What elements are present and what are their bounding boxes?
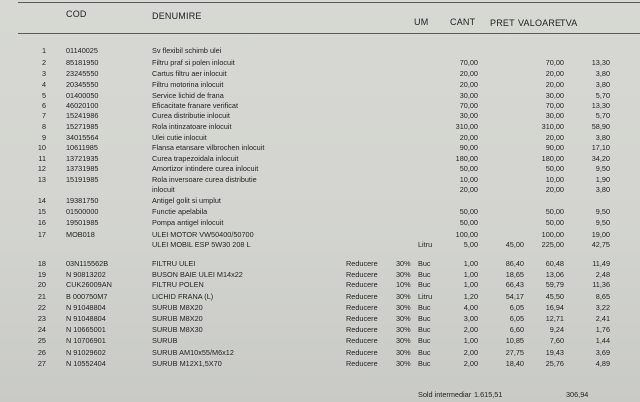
header-bottom-rule <box>18 33 640 34</box>
item-name: SURUB M12X1,5X70 <box>152 359 222 368</box>
row-number: 3 <box>41 69 46 78</box>
row-number: 17 <box>37 230 46 239</box>
header-cod: COD <box>66 9 87 19</box>
discount-percent: 30% <box>396 348 411 357</box>
line-value: 20,00 <box>545 185 564 194</box>
line-vat: 58,90 <box>591 122 610 131</box>
line-value: 59,79 <box>545 280 564 289</box>
quantity: 10,00 <box>459 175 478 184</box>
item-code: 15191985 <box>66 175 99 184</box>
row-number: 1 <box>41 46 46 55</box>
line-vat: 17,10 <box>591 143 610 152</box>
table-row <box>0 101 640 111</box>
row-number: 11 <box>38 154 46 163</box>
table-row <box>0 154 640 164</box>
line-vat: 42,75 <box>591 240 610 249</box>
row-number: 5 <box>41 91 46 100</box>
table-row <box>0 359 640 369</box>
line-value: 25,76 <box>545 359 564 368</box>
row-number: 19 <box>37 270 46 279</box>
item-code: 34015564 <box>66 133 99 142</box>
quantity: 1,00 <box>463 280 478 289</box>
subtotal-label: Sold intermediar <box>418 390 472 399</box>
table-row <box>0 325 640 335</box>
line-value: 50,00 <box>545 164 564 173</box>
item-code: N 10706901 <box>66 336 106 345</box>
item-name: Eficacitate franare verificat <box>152 101 238 110</box>
row-number: 14 <box>37 196 46 205</box>
table-row <box>0 303 640 313</box>
line-value: 20,00 <box>545 133 564 142</box>
line-vat: 5,70 <box>595 91 610 100</box>
item-code: 20345550 <box>66 80 99 89</box>
table-row <box>0 348 640 358</box>
line-vat: 34,20 <box>591 154 610 163</box>
row-number: 6 <box>41 101 46 110</box>
line-value: 20,00 <box>545 80 564 89</box>
header-top-rule <box>18 2 640 3</box>
line-value: 45,50 <box>545 292 564 301</box>
unit: Litru <box>418 240 433 249</box>
unit-price: 27,75 <box>505 348 524 357</box>
row-number: 23 <box>37 314 46 323</box>
line-value: 12,71 <box>545 314 564 323</box>
discount-percent: 30% <box>396 336 411 345</box>
row-number: 2 <box>41 58 46 67</box>
item-code: 15271985 <box>66 122 99 131</box>
table-row <box>0 175 640 185</box>
discount-percent: 30% <box>396 325 411 334</box>
unit: Buc <box>418 259 431 268</box>
quantity: 100,00 <box>455 230 478 239</box>
line-vat: 9,50 <box>595 207 610 216</box>
discount-percent: 30% <box>396 270 411 279</box>
unit-price: 86,40 <box>505 259 524 268</box>
unit-price: 6,05 <box>509 314 524 323</box>
item-name: Flansa etansare vilbrochen inlocuit <box>152 143 265 152</box>
unit: Litru <box>418 292 433 301</box>
row-number: 20 <box>37 280 46 289</box>
quantity: 90,00 <box>459 143 478 152</box>
discount-label: Reducere <box>346 292 378 301</box>
line-vat: 4,89 <box>595 359 610 368</box>
item-code: N 91048804 <box>66 314 106 323</box>
discount-percent: 30% <box>396 292 411 301</box>
quantity: 4,00 <box>463 303 478 312</box>
header-tva: TVA <box>560 18 578 28</box>
item-name: SURUB AM10x55/M6x12 <box>152 348 234 357</box>
line-vat: 19,00 <box>591 230 610 239</box>
table-row <box>0 143 640 153</box>
table-row <box>0 196 640 206</box>
header-cant: CANT <box>450 17 476 27</box>
unit-price: 18,65 <box>505 270 524 279</box>
discount-label: Reducere <box>346 314 378 323</box>
item-name: Functie apelabila <box>152 207 208 216</box>
item-name: Ulei cutie inlocuit <box>152 133 207 142</box>
line-vat: 3,69 <box>595 348 610 357</box>
row-number: 22 <box>37 303 46 312</box>
table-row <box>0 185 640 195</box>
line-vat: 13,30 <box>591 58 610 67</box>
table-row <box>0 122 640 132</box>
table-row <box>0 80 640 90</box>
unit: Buc <box>418 325 431 334</box>
line-value: 20,00 <box>545 69 564 78</box>
line-vat: 1,90 <box>595 175 610 184</box>
line-value: 19,43 <box>545 348 564 357</box>
item-name: FILTRU POLEN <box>152 280 204 289</box>
quantity: 1,00 <box>463 259 478 268</box>
item-code: 01400050 <box>66 91 99 100</box>
item-name: Curea trapezoidala inlocuit <box>152 154 239 163</box>
quantity: 50,00 <box>459 164 478 173</box>
line-vat: 13,30 <box>591 101 610 110</box>
quantity: 20,00 <box>459 133 478 142</box>
item-name: Rola intinzatoare inlocuit <box>152 122 232 131</box>
unit-price: 54,17 <box>505 292 524 301</box>
table-row <box>0 46 640 56</box>
unit: Buc <box>418 359 431 368</box>
quantity: 50,00 <box>459 207 478 216</box>
item-name: SURUB M8X20 <box>152 303 203 312</box>
subtotal-tva: 306,94 <box>566 390 589 399</box>
unit-price: 66,43 <box>505 280 524 289</box>
line-value: 50,00 <box>545 218 564 227</box>
item-name: Rola inversoare curea distributie <box>152 175 257 184</box>
quantity: 5,00 <box>463 240 478 249</box>
unit-price: 18,40 <box>505 359 524 368</box>
item-name: ULEI MOBIL ESP 5W30 208 L <box>152 240 251 249</box>
discount-label: Reducere <box>346 270 378 279</box>
subtotal-valoare: 1.615,51 <box>474 390 503 399</box>
unit: Buc <box>418 303 431 312</box>
unit-price: 6,60 <box>509 325 524 334</box>
quantity: 50,00 <box>459 218 478 227</box>
line-value: 225,00 <box>541 240 564 249</box>
header-valoare: VALOARE <box>518 18 562 28</box>
row-number: 26 <box>37 348 46 357</box>
quantity: 1,20 <box>463 292 478 301</box>
line-value: 70,00 <box>545 58 564 67</box>
discount-label: Reducere <box>346 348 378 357</box>
line-vat: 3,80 <box>595 69 610 78</box>
line-vat: 8,65 <box>595 292 610 301</box>
line-value: 90,00 <box>545 143 564 152</box>
table-row <box>0 111 640 121</box>
unit: Buc <box>418 348 431 357</box>
discount-label: Reducere <box>346 280 378 289</box>
item-code: 19381750 <box>66 196 99 205</box>
line-vat: 3,80 <box>595 133 610 142</box>
table-row <box>0 280 640 290</box>
unit: Buc <box>418 314 431 323</box>
table-row <box>0 259 640 269</box>
line-vat: 3,80 <box>595 185 610 194</box>
item-name: SURUB M8X20 <box>152 314 203 323</box>
unit: Buc <box>418 336 431 345</box>
item-code: B 000750M7 <box>66 292 108 301</box>
item-name: SURUB <box>152 336 178 345</box>
item-code: 19501985 <box>66 218 99 227</box>
quantity: 20,00 <box>459 69 478 78</box>
item-code: 10611985 <box>66 143 98 152</box>
item-code: CUK26009AN <box>66 280 112 289</box>
table-row <box>0 270 640 280</box>
header-um: UM <box>414 17 429 27</box>
item-code: 23245550 <box>66 69 99 78</box>
quantity: 70,00 <box>459 101 478 110</box>
quantity: 30,00 <box>459 111 478 120</box>
line-vat: 3,22 <box>595 303 610 312</box>
row-number: 21 <box>37 292 46 301</box>
table-row <box>0 314 640 324</box>
table-row <box>0 240 640 250</box>
item-name: LICHID FRANA (L) <box>152 292 214 301</box>
row-number: 7 <box>41 111 46 120</box>
row-number: 25 <box>37 336 46 345</box>
item-name: ULEI MOTOR VW50400/50700 <box>152 230 254 239</box>
line-vat: 11,49 <box>592 259 610 268</box>
discount-percent: 10% <box>396 280 411 289</box>
item-name: Amortizor intindere curea inlocuit <box>152 164 259 173</box>
item-code: MOB018 <box>66 230 95 239</box>
quantity: 1,00 <box>463 336 478 345</box>
item-name: Antigel golit si umplut <box>152 196 221 205</box>
row-number: 27 <box>37 359 46 368</box>
line-value: 13,06 <box>545 270 564 279</box>
line-vat: 3,80 <box>595 80 610 89</box>
line-vat: 1,76 <box>595 325 610 334</box>
line-value: 16,94 <box>545 303 564 312</box>
row-number: 9 <box>41 133 46 142</box>
line-value: 50,00 <box>545 207 564 216</box>
item-name: Sv flexibil schimb ulei <box>152 46 222 55</box>
quantity: 2,00 <box>463 325 478 334</box>
line-value: 180,00 <box>541 154 564 163</box>
table-row <box>0 133 640 143</box>
line-value: 30,00 <box>545 111 564 120</box>
row-number: 10 <box>37 143 46 152</box>
line-value: 9,24 <box>549 325 564 334</box>
quantity: 30,00 <box>459 91 478 100</box>
unit: Buc <box>418 270 431 279</box>
quantity: 70,00 <box>459 58 478 67</box>
line-vat: 2,41 <box>595 314 610 323</box>
item-name: Curea distributie inlocuit <box>152 111 230 120</box>
row-number: 13 <box>37 175 46 184</box>
item-name: SURUB M8X30 <box>152 325 203 334</box>
table-row <box>0 58 640 68</box>
item-name: FILTRU ULEI <box>152 259 196 268</box>
discount-label: Reducere <box>346 359 378 368</box>
line-value: 30,00 <box>545 91 564 100</box>
row-number: 24 <box>37 325 46 334</box>
item-name: Service lichid de frana <box>152 91 224 100</box>
table-row <box>0 69 640 79</box>
item-name: Filtru motorina inlocuit <box>152 80 224 89</box>
quantity: 3,00 <box>463 314 478 323</box>
quantity: 2,00 <box>463 348 478 357</box>
table-row <box>0 207 640 217</box>
table-row <box>0 336 640 346</box>
item-code: 15241986 <box>66 111 99 120</box>
item-name: Filtru praf si polen inlocuit <box>152 58 235 67</box>
unit-price: 6,05 <box>509 303 524 312</box>
table-row <box>0 164 640 174</box>
line-vat: 11,36 <box>592 280 610 289</box>
quantity: 1,00 <box>463 270 478 279</box>
quantity: 180,00 <box>455 154 478 163</box>
table-row <box>0 230 640 240</box>
line-vat: 1,44 <box>595 336 610 345</box>
line-vat: 9,50 <box>595 218 610 227</box>
discount-percent: 30% <box>396 303 411 312</box>
quantity: 310,00 <box>455 122 478 131</box>
unit-price: 10,85 <box>505 336 524 345</box>
item-code: N 10665001 <box>66 325 106 334</box>
line-value: 310,00 <box>541 122 564 131</box>
row-number: 8 <box>41 122 46 131</box>
item-name: BUSON BAIE ULEI M14x22 <box>152 270 243 279</box>
item-code: 13721935 <box>66 154 99 163</box>
discount-percent: 30% <box>396 314 411 323</box>
item-code: N 91029602 <box>66 348 106 357</box>
quantity: 2,00 <box>463 359 478 368</box>
item-name: Cartus filtru aer inlocuit <box>152 69 227 78</box>
discount-label: Reducere <box>346 259 378 268</box>
item-code: 13731985 <box>66 164 99 173</box>
line-value: 100,00 <box>541 230 564 239</box>
line-value: 60,48 <box>545 259 564 268</box>
row-number: 4 <box>41 80 46 89</box>
item-name: inlocuit <box>152 185 175 194</box>
line-value: 10,00 <box>545 175 564 184</box>
line-vat: 9,50 <box>595 164 610 173</box>
discount-percent: 30% <box>396 359 411 368</box>
item-code: 46020100 <box>66 101 99 110</box>
unit-price: 45,00 <box>505 240 524 249</box>
row-number: 16 <box>37 218 46 227</box>
item-code: 01500000 <box>66 207 99 216</box>
line-value: 70,00 <box>545 101 564 110</box>
item-code: N 91048804 <box>66 303 106 312</box>
item-name: Pompa antigel inlocuit <box>152 218 224 227</box>
table-row <box>0 292 640 302</box>
discount-label: Reducere <box>346 303 378 312</box>
item-code: 85181950 <box>66 58 99 67</box>
line-value: 7,60 <box>549 336 564 345</box>
row-number: 12 <box>37 164 46 173</box>
row-number: 15 <box>37 207 46 216</box>
header-pret: PRET <box>490 18 515 28</box>
discount-label: Reducere <box>346 325 378 334</box>
item-code: 01140025 <box>66 46 98 55</box>
discount-percent: 30% <box>396 259 411 268</box>
row-number: 18 <box>37 259 46 268</box>
discount-label: Reducere <box>346 336 378 345</box>
line-vat: 2,48 <box>595 270 610 279</box>
item-code: 03N115562B <box>66 259 109 268</box>
item-code: N 10552404 <box>66 359 106 368</box>
header-denumire: DENUMIRE <box>152 11 202 21</box>
table-row <box>0 91 640 101</box>
line-vat: 5,70 <box>595 111 610 120</box>
table-row <box>0 218 640 228</box>
quantity: 20,00 <box>459 80 478 89</box>
item-code: N 90813202 <box>66 270 106 279</box>
quantity: 20,00 <box>459 185 478 194</box>
unit: Buc <box>418 280 431 289</box>
